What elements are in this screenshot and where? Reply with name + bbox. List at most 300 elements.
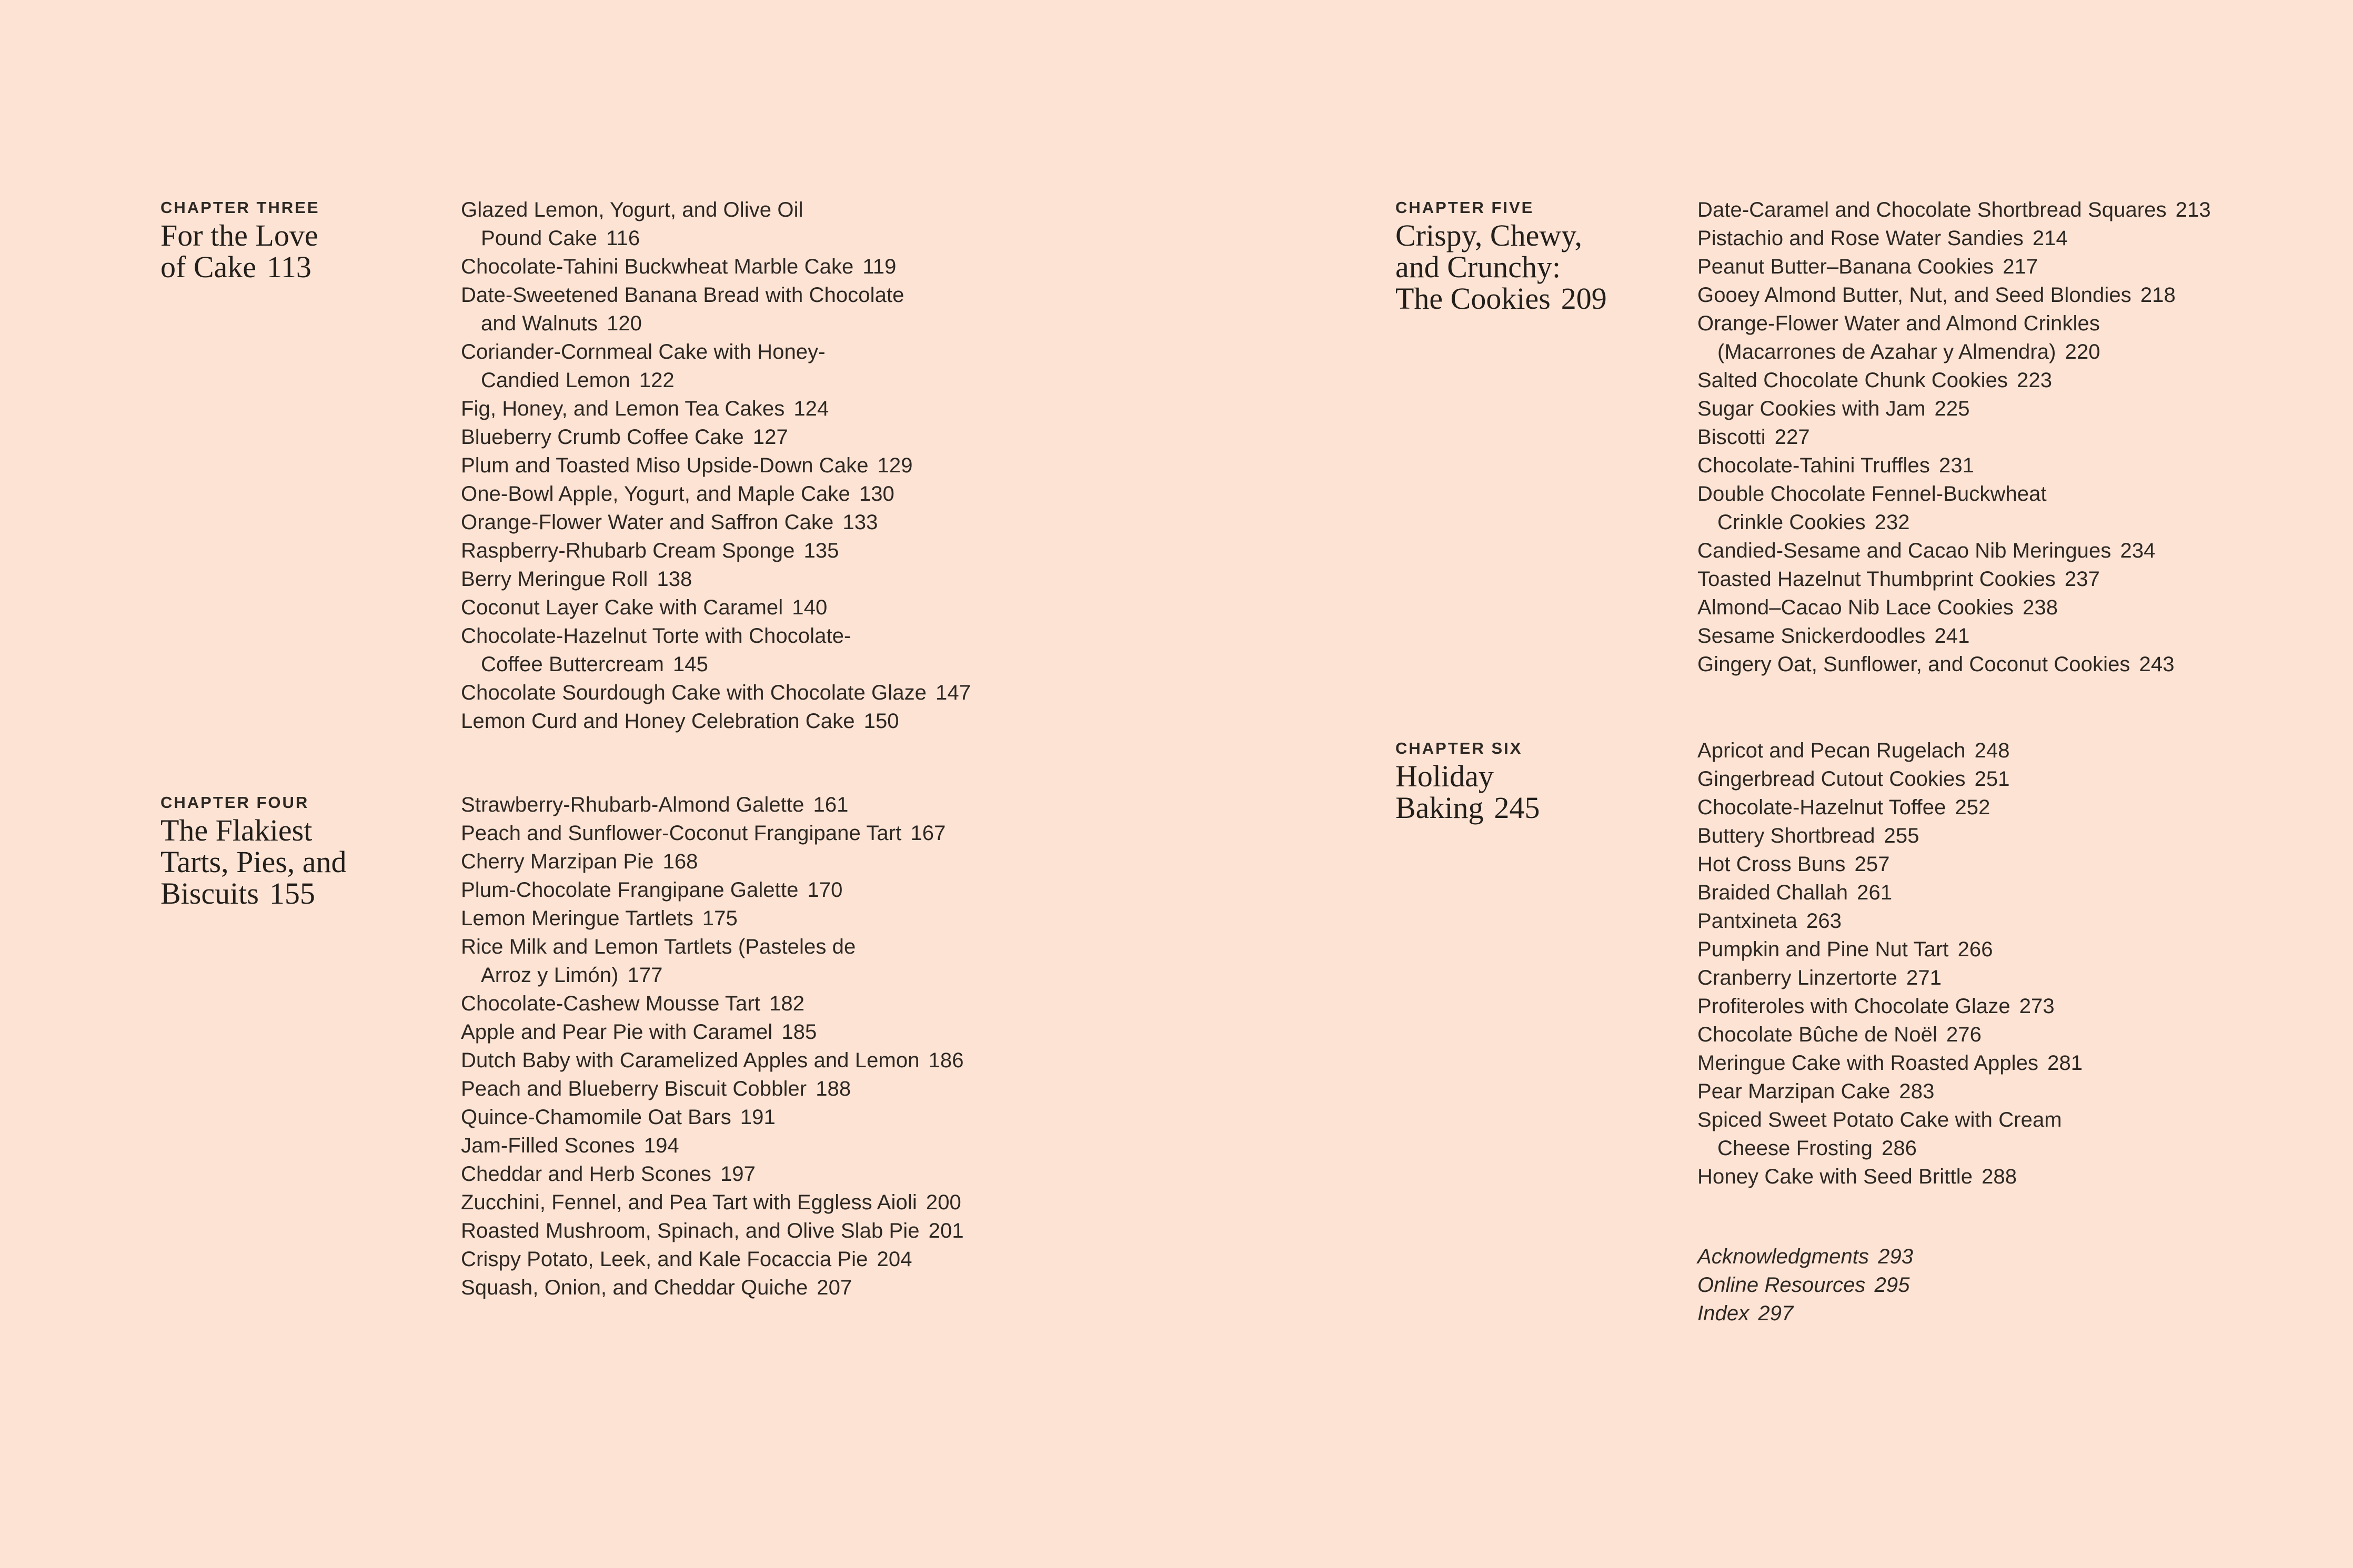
recipe-title: Crinkle Cookies bbox=[1717, 511, 1866, 534]
toc-item-line bbox=[1697, 1077, 2353, 1106]
toc-item-line bbox=[461, 989, 1119, 1018]
recipe-title: Plum-Chocolate Frangipane Galette bbox=[461, 878, 799, 902]
toc-item-line bbox=[461, 1075, 1119, 1103]
chapter-title bbox=[1395, 761, 1540, 824]
chapter-title-line bbox=[1395, 761, 1540, 792]
recipe-title: Peach and Blueberry Biscuit Cobbler bbox=[461, 1077, 807, 1100]
toc-item-line bbox=[1697, 935, 2353, 964]
recipe-title: Date-Sweetened Banana Bread with Chocolate bbox=[461, 284, 904, 307]
toc-item bbox=[461, 480, 1119, 508]
toc-item-line bbox=[1697, 650, 2353, 679]
page-number: 120 bbox=[606, 312, 642, 335]
toc-item bbox=[1697, 1106, 2353, 1162]
recipe-title: Cranberry Linzertorte bbox=[1697, 966, 1898, 989]
recipe-title: Almond–Cacao Nib Lace Cookies bbox=[1697, 596, 2014, 619]
recipe-title: Orange-Flower Water and Saffron Cake bbox=[461, 511, 834, 534]
toc-item-line bbox=[461, 904, 1119, 933]
toc-item-line bbox=[461, 847, 1119, 876]
toc-item-line bbox=[461, 281, 1119, 309]
page-number: 207 bbox=[817, 1276, 852, 1299]
page-number: 127 bbox=[752, 426, 788, 449]
toc-item-line bbox=[1697, 850, 2353, 878]
toc-item-line bbox=[1697, 736, 2353, 765]
toc-item-line bbox=[461, 1273, 1119, 1302]
toc-item-line bbox=[1697, 992, 2353, 1020]
toc-item-line bbox=[1697, 508, 2353, 537]
toc-item-line bbox=[1697, 366, 2353, 394]
toc-item bbox=[1697, 281, 2353, 309]
toc-item-line bbox=[461, 1046, 1119, 1075]
toc-item bbox=[461, 1103, 1119, 1131]
recipe-title: Braided Challah bbox=[1697, 881, 1848, 904]
toc-item bbox=[461, 593, 1119, 622]
toc-item-line bbox=[1697, 1242, 2353, 1271]
page-number: 186 bbox=[928, 1049, 964, 1072]
recipe-title: Coffee Buttercream bbox=[481, 653, 664, 676]
page-number: 168 bbox=[662, 850, 698, 873]
toc-item-line bbox=[461, 480, 1119, 508]
toc-item bbox=[1697, 309, 2353, 366]
toc-item-line bbox=[461, 707, 1119, 735]
recipe-title: Apple and Pear Pie with Caramel bbox=[461, 1020, 773, 1044]
page-number: 257 bbox=[1854, 853, 1890, 876]
recipe-title: Peanut Butter–Banana Cookies bbox=[1697, 255, 1994, 278]
page-number: 188 bbox=[816, 1077, 851, 1100]
page-number: 133 bbox=[842, 511, 878, 534]
toc-item bbox=[1697, 1299, 2353, 1328]
page-number: 241 bbox=[1934, 624, 1970, 648]
recipe-title: Quince-Chamomile Oat Bars bbox=[461, 1106, 731, 1129]
page-number: 182 bbox=[769, 992, 805, 1015]
toc-item bbox=[1697, 935, 2353, 964]
toc-item bbox=[1697, 765, 2353, 793]
chapter-title-text: Baking bbox=[1395, 791, 1484, 825]
toc-item-line bbox=[1697, 451, 2353, 480]
toc-item-line bbox=[461, 1103, 1119, 1131]
toc-item bbox=[1697, 622, 2353, 650]
chapter-title-line bbox=[1395, 251, 1607, 283]
chapter-eyebrow: CHAPTER FIVE bbox=[1395, 198, 1534, 217]
toc-item bbox=[461, 537, 1119, 565]
recipe-title: Index bbox=[1697, 1302, 1749, 1325]
recipe-title: Cherry Marzipan Pie bbox=[461, 850, 654, 873]
toc-item bbox=[1697, 907, 2353, 935]
toc-item bbox=[461, 252, 1119, 281]
toc-item bbox=[461, 622, 1119, 679]
recipe-title: Plum and Toasted Miso Upside-Down Cake bbox=[461, 454, 869, 477]
page-number: 214 bbox=[2032, 227, 2068, 250]
toc-item-line bbox=[1697, 1106, 2353, 1134]
toc-item bbox=[461, 1018, 1119, 1046]
recipe-title: Lemon Curd and Honey Celebration Cake bbox=[461, 710, 855, 733]
toc-item bbox=[1697, 1162, 2353, 1191]
chapter-title-line bbox=[160, 815, 347, 846]
recipe-title: Pear Marzipan Cake bbox=[1697, 1080, 1891, 1103]
toc-item-line bbox=[461, 451, 1119, 480]
chapter-title-text: of Cake bbox=[160, 250, 256, 284]
chapter-eyebrow: CHAPTER SIX bbox=[1395, 739, 1523, 757]
toc-item-line bbox=[461, 876, 1119, 904]
page-number: 150 bbox=[863, 710, 899, 733]
chapter-eyebrow: CHAPTER THREE bbox=[160, 198, 320, 217]
toc-item bbox=[1697, 964, 2353, 992]
page-number: 194 bbox=[643, 1134, 679, 1157]
page-number: 223 bbox=[2017, 369, 2053, 392]
toc-item bbox=[461, 876, 1119, 904]
page-number: 129 bbox=[877, 454, 913, 477]
toc-item-line bbox=[461, 622, 1119, 650]
toc-item bbox=[1697, 1077, 2353, 1106]
toc-item-line bbox=[461, 224, 1119, 252]
chapter-six-header bbox=[1395, 736, 1540, 824]
recipe-title: Hot Cross Buns bbox=[1697, 853, 1846, 876]
recipe-title: Strawberry-Rhubarb-Almond Galette bbox=[461, 793, 805, 816]
toc-item bbox=[461, 819, 1119, 847]
page-number: 130 bbox=[859, 482, 894, 505]
toc-item bbox=[461, 1075, 1119, 1103]
page-number: 217 bbox=[2003, 255, 2038, 278]
toc-item bbox=[1697, 850, 2353, 878]
page-number: 261 bbox=[1857, 881, 1893, 904]
chapter-three-recipe-list bbox=[461, 196, 1119, 735]
toc-item-line bbox=[1697, 1020, 2353, 1049]
page-number: 225 bbox=[1934, 397, 1970, 420]
toc-item bbox=[1697, 451, 2353, 480]
chapter-title-text: and Crunchy: bbox=[1395, 250, 1561, 284]
toc-item-line bbox=[461, 1188, 1119, 1217]
recipe-title: Coconut Layer Cake with Caramel bbox=[461, 596, 783, 619]
page-number: 122 bbox=[639, 369, 675, 392]
recipe-title: Candied-Sesame and Cacao Nib Meringues bbox=[1697, 539, 2111, 562]
toc-item bbox=[461, 904, 1119, 933]
page-number: 283 bbox=[1899, 1080, 1935, 1103]
page-number: 227 bbox=[1774, 426, 1810, 449]
toc-item bbox=[1697, 1020, 2353, 1049]
recipe-title: Arroz y Limón) bbox=[481, 964, 619, 987]
recipe-title: Pound Cake bbox=[481, 227, 598, 250]
recipe-title: Roasted Mushroom, Spinach, and Olive Slab Pie bbox=[461, 1219, 920, 1242]
recipe-title: Glazed Lemon, Yogurt, and Olive Oil bbox=[461, 198, 803, 221]
page-number: 297 bbox=[1758, 1302, 1794, 1325]
toc-item bbox=[1697, 565, 2353, 593]
page-number: 276 bbox=[1946, 1023, 1982, 1046]
toc-item bbox=[461, 1131, 1119, 1160]
chapter-title-text: The Flakiest bbox=[160, 813, 313, 847]
chapter-five-header bbox=[1395, 196, 1607, 315]
page-number: 251 bbox=[1974, 767, 2010, 791]
recipe-title: Sesame Snickerdoodles bbox=[1697, 624, 1926, 648]
toc-item-line bbox=[1697, 423, 2353, 451]
toc-item-line bbox=[461, 537, 1119, 565]
back-matter-list bbox=[1697, 1242, 2353, 1328]
recipe-title: Biscotti bbox=[1697, 426, 1766, 449]
chapter-title-text: Tarts, Pies, and bbox=[160, 845, 347, 879]
recipe-title: Online Resources bbox=[1697, 1273, 1866, 1297]
toc-item bbox=[1697, 1049, 2353, 1077]
recipe-title: Chocolate Sourdough Cake with Chocolate Glaze bbox=[461, 681, 927, 704]
toc-item-line bbox=[461, 933, 1119, 961]
toc-item-line bbox=[461, 565, 1119, 593]
page-number: 201 bbox=[928, 1219, 964, 1242]
page-number: 177 bbox=[627, 964, 663, 987]
page-number: 140 bbox=[792, 596, 828, 619]
page-number: 271 bbox=[1906, 966, 1942, 989]
recipe-title: Pumpkin and Pine Nut Tart bbox=[1697, 938, 1949, 961]
page-number: 145 bbox=[672, 653, 708, 676]
toc-item-line bbox=[461, 593, 1119, 622]
toc-item bbox=[1697, 650, 2353, 679]
recipe-title: Chocolate-Tahini Buckwheat Marble Cake bbox=[461, 255, 854, 278]
toc-item-line bbox=[1697, 480, 2353, 508]
toc-item-line bbox=[1697, 224, 2353, 252]
toc-item bbox=[461, 933, 1119, 989]
toc-item bbox=[1697, 394, 2353, 423]
toc-item-line bbox=[461, 338, 1119, 366]
toc-item-line bbox=[1697, 907, 2353, 935]
toc-item bbox=[1697, 822, 2353, 850]
chapter-four-header bbox=[160, 791, 347, 909]
page-number: 266 bbox=[1957, 938, 1993, 961]
page-number: 248 bbox=[1974, 739, 2010, 762]
toc-item-line bbox=[461, 791, 1119, 819]
toc-item bbox=[461, 565, 1119, 593]
toc-item-line bbox=[1697, 964, 2353, 992]
recipe-title: Pantxineta bbox=[1697, 909, 1798, 933]
recipe-title: Gingerbread Cutout Cookies bbox=[1697, 767, 1966, 791]
toc-item bbox=[461, 281, 1119, 338]
toc-item-line bbox=[1697, 1271, 2353, 1299]
toc-item-line bbox=[461, 366, 1119, 394]
toc-item-line bbox=[1697, 1299, 2353, 1328]
toc-item-line bbox=[1697, 394, 2353, 423]
chapter-title-line bbox=[160, 220, 320, 251]
chapter-five-recipe-list bbox=[1697, 196, 2353, 679]
chapter-title-text: Crispy, Chewy, bbox=[1395, 218, 1582, 252]
recipe-title: Lemon Meringue Tartlets bbox=[461, 907, 693, 930]
page-number: 167 bbox=[910, 822, 946, 845]
chapter-title bbox=[1395, 220, 1607, 315]
toc-item-line bbox=[1697, 822, 2353, 850]
toc-item bbox=[461, 847, 1119, 876]
recipe-title: Cheddar and Herb Scones bbox=[461, 1162, 711, 1186]
page-number: 197 bbox=[720, 1162, 756, 1186]
toc-item-line bbox=[461, 1245, 1119, 1273]
chapter-title-text: Holiday bbox=[1395, 759, 1494, 793]
toc-item bbox=[1697, 252, 2353, 281]
toc-item-line bbox=[1697, 793, 2353, 822]
toc-item-line bbox=[1697, 252, 2353, 281]
toc-item bbox=[461, 1046, 1119, 1075]
toc-item bbox=[461, 989, 1119, 1018]
toc-item bbox=[1697, 793, 2353, 822]
toc-item-line bbox=[1697, 537, 2353, 565]
toc-item bbox=[461, 338, 1119, 394]
page-number: 116 bbox=[606, 227, 640, 250]
chapter-title bbox=[160, 220, 320, 283]
toc-item bbox=[461, 791, 1119, 819]
recipe-title: Pistachio and Rose Water Sandies bbox=[1697, 227, 2024, 250]
chapter-title-line bbox=[1395, 220, 1607, 251]
toc-item-line bbox=[1697, 338, 2353, 366]
chapter-title-line bbox=[160, 846, 347, 878]
toc-item bbox=[1697, 480, 2353, 537]
recipe-title: Chocolate-Hazelnut Torte with Chocolate- bbox=[461, 624, 851, 648]
page-number: 175 bbox=[702, 907, 738, 930]
toc-item-line bbox=[461, 508, 1119, 537]
toc-item-line bbox=[1697, 593, 2353, 622]
toc-item-line bbox=[461, 423, 1119, 451]
recipe-title: Dutch Baby with Caramelized Apples and Lemon bbox=[461, 1049, 920, 1072]
toc-item bbox=[461, 1160, 1119, 1188]
page-number: 220 bbox=[2065, 340, 2100, 363]
toc-item-line bbox=[1697, 309, 2353, 338]
toc-item bbox=[461, 1273, 1119, 1302]
recipe-title: Apricot and Pecan Rugelach bbox=[1697, 739, 1966, 762]
chapter-page-number: 155 bbox=[269, 876, 315, 911]
page-number: 213 bbox=[2175, 198, 2211, 221]
recipe-title: and Walnuts bbox=[481, 312, 598, 335]
page-number: 293 bbox=[1878, 1245, 1914, 1268]
toc-item bbox=[1697, 992, 2353, 1020]
toc-item bbox=[461, 196, 1119, 252]
toc-item-line bbox=[461, 819, 1119, 847]
page-number: 243 bbox=[2139, 653, 2175, 676]
recipe-title: Date-Caramel and Chocolate Shortbread Squares bbox=[1697, 198, 2167, 221]
toc-item-line bbox=[461, 1018, 1119, 1046]
page-number: 135 bbox=[803, 539, 839, 562]
toc-item bbox=[461, 707, 1119, 735]
chapter-title-text: For the Love bbox=[160, 218, 318, 252]
recipe-title: Sugar Cookies with Jam bbox=[1697, 397, 1926, 420]
recipe-title: Zucchini, Fennel, and Pea Tart with Eggless Aioli bbox=[461, 1191, 917, 1214]
page-number: 161 bbox=[813, 793, 849, 816]
page-number: 286 bbox=[1881, 1137, 1917, 1160]
chapter-page-number: 113 bbox=[267, 250, 311, 284]
recipe-title: Candied Lemon bbox=[481, 369, 630, 392]
recipe-title: Chocolate-Cashew Mousse Tart bbox=[461, 992, 760, 1015]
toc-item bbox=[461, 508, 1119, 537]
recipe-title: Acknowledgments bbox=[1697, 1245, 1869, 1268]
toc-item bbox=[1697, 537, 2353, 565]
toc-item-line bbox=[1697, 281, 2353, 309]
recipe-title: Crispy Potato, Leek, and Kale Focaccia Pie bbox=[461, 1248, 868, 1271]
page-number: 273 bbox=[2019, 995, 2055, 1018]
page-number: 119 bbox=[862, 255, 897, 278]
recipe-title: Orange-Flower Water and Almond Crinkles bbox=[1697, 312, 2100, 335]
toc-item-line bbox=[1697, 765, 2353, 793]
chapter-six-recipe-list bbox=[1697, 736, 2353, 1191]
recipe-title: Spiced Sweet Potato Cake with Cream bbox=[1697, 1108, 2062, 1131]
chapter-title-text: Biscuits bbox=[160, 876, 259, 911]
recipe-title: Chocolate Bûche de Noël bbox=[1697, 1023, 1937, 1046]
chapter-four-recipe-list bbox=[461, 791, 1119, 1302]
recipe-title: Toasted Hazelnut Thumbprint Cookies bbox=[1697, 568, 2056, 591]
recipe-title: Rice Milk and Lemon Tartlets (Pasteles de bbox=[461, 935, 856, 958]
toc-item bbox=[461, 1217, 1119, 1245]
page-number: 288 bbox=[1982, 1165, 2017, 1188]
toc-item bbox=[1697, 366, 2353, 394]
toc-item-line bbox=[461, 309, 1119, 338]
recipe-title: Cheese Frosting bbox=[1717, 1137, 1873, 1160]
page-number: 147 bbox=[936, 681, 971, 704]
page-number: 138 bbox=[657, 568, 692, 591]
recipe-title: Berry Meringue Roll bbox=[461, 568, 648, 591]
chapter-title-line bbox=[160, 251, 320, 283]
recipe-title: Squash, Onion, and Cheddar Quiche bbox=[461, 1276, 808, 1299]
toc-item bbox=[1697, 1242, 2353, 1271]
toc-item bbox=[1697, 423, 2353, 451]
toc-item-line bbox=[1697, 1049, 2353, 1077]
page-number: 232 bbox=[1874, 511, 1910, 534]
toc-item-line bbox=[461, 1217, 1119, 1245]
recipe-title: Salted Chocolate Chunk Cookies bbox=[1697, 369, 2008, 392]
chapter-title-line bbox=[1395, 792, 1540, 824]
chapter-page-number: 245 bbox=[1494, 791, 1540, 825]
recipe-title: Gooey Almond Butter, Nut, and Seed Blondies bbox=[1697, 284, 2131, 307]
page-number: 263 bbox=[1806, 909, 1842, 933]
toc-item-line bbox=[1697, 1162, 2353, 1191]
page-number: 281 bbox=[2047, 1051, 2083, 1075]
toc-item-line bbox=[461, 961, 1119, 989]
recipe-title: Fig, Honey, and Lemon Tea Cakes bbox=[461, 397, 785, 420]
page-number: 191 bbox=[740, 1106, 776, 1129]
recipe-title: Double Chocolate Fennel-Buckwheat bbox=[1697, 482, 2047, 505]
page-number: 238 bbox=[2023, 596, 2058, 619]
toc-item-line bbox=[461, 1160, 1119, 1188]
toc-item-line bbox=[461, 394, 1119, 423]
toc-item bbox=[1697, 593, 2353, 622]
page-number: 237 bbox=[2064, 568, 2100, 591]
chapter-page-number: 209 bbox=[1561, 281, 1607, 316]
page-number: 204 bbox=[877, 1248, 912, 1271]
toc-item-line bbox=[461, 679, 1119, 707]
toc-item bbox=[461, 1245, 1119, 1273]
toc-item-line bbox=[461, 196, 1119, 224]
toc-item bbox=[461, 1188, 1119, 1217]
toc-item-line bbox=[461, 252, 1119, 281]
recipe-title: Meringue Cake with Roasted Apples bbox=[1697, 1051, 2039, 1075]
recipe-title: Chocolate-Tahini Truffles bbox=[1697, 454, 1930, 477]
toc-item bbox=[1697, 878, 2353, 907]
toc-item-line bbox=[1697, 565, 2353, 593]
chapter-title-line bbox=[1395, 283, 1607, 315]
recipe-title: Coriander-Cornmeal Cake with Honey- bbox=[461, 340, 826, 363]
page-number: 170 bbox=[807, 878, 843, 902]
toc-item-line bbox=[1697, 1134, 2353, 1162]
toc-item bbox=[461, 394, 1119, 423]
recipe-title: Blueberry Crumb Coffee Cake bbox=[461, 426, 744, 449]
recipe-title: Profiteroles with Chocolate Glaze bbox=[1697, 995, 2010, 1018]
toc-item-line bbox=[461, 650, 1119, 679]
toc-item-line bbox=[1697, 622, 2353, 650]
recipe-title: (Macarrones de Azahar y Almendra) bbox=[1717, 340, 2056, 363]
toc-item bbox=[461, 451, 1119, 480]
page-number: 200 bbox=[926, 1191, 961, 1214]
page-number: 252 bbox=[1955, 796, 1990, 819]
toc-item bbox=[1697, 196, 2353, 224]
toc-item bbox=[461, 679, 1119, 707]
recipe-title: Buttery Shortbread bbox=[1697, 824, 1875, 847]
toc-item-line bbox=[1697, 196, 2353, 224]
chapter-eyebrow: CHAPTER FOUR bbox=[160, 793, 309, 812]
page-number: 231 bbox=[1939, 454, 1975, 477]
toc-item bbox=[461, 423, 1119, 451]
recipe-title: Peach and Sunflower-Coconut Frangipane Tart bbox=[461, 822, 902, 845]
toc-item-line bbox=[1697, 878, 2353, 907]
recipe-title: Honey Cake with Seed Brittle bbox=[1697, 1165, 1973, 1188]
toc-item bbox=[1697, 736, 2353, 765]
toc-item-line bbox=[461, 1131, 1119, 1160]
